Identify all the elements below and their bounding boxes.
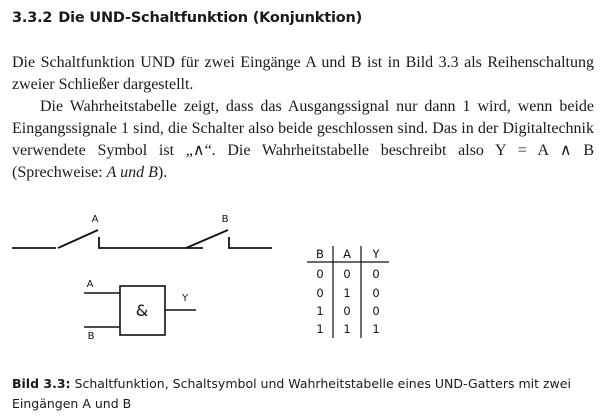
truth-table-cell: 0	[372, 286, 380, 300]
paragraph-2-italic: A und B	[106, 164, 158, 181]
paragraph-2-text: Die Wahrheitstabelle zeigt, dass das Ausgangssignal nur dann 1 wird, wenn beide Eingangssignale 1 sind, die Schalter also beide geschlossen sind. Das in der Digitaltechnik verwendete Symbol ist „∧“. Die Wahrheitstabelle beschreibt also Y = A ∧ B (Sprechweise:	[12, 98, 594, 181]
truth-table-header-b: B	[316, 247, 324, 261]
truth-table-header-y: Y	[372, 247, 380, 261]
section-heading	[12, 10, 362, 26]
gate-ampersand-symbol: &	[135, 301, 149, 320]
truth-table-cell: 1	[316, 304, 324, 318]
truth-table-cell: 1	[372, 322, 380, 336]
section-number: 3.3.2	[12, 10, 53, 26]
truth-table-cell: 1	[343, 322, 351, 336]
caption-label: Bild 3.3:	[12, 376, 71, 391]
figure-caption	[12, 374, 597, 414]
truth-table-cell: 0	[372, 304, 380, 318]
truth-table-cell: 0	[316, 267, 324, 281]
section-title: Die UND-Schaltfunktion (Konjunktion)	[58, 10, 363, 26]
gate-output-y-label: Y	[181, 293, 189, 304]
figure-3-3	[0, 205, 600, 345]
switch-circuit	[12, 230, 272, 248]
truth-table	[307, 246, 389, 338]
truth-table-cell: 0	[343, 304, 351, 318]
truth-table-cell: 0	[343, 267, 351, 281]
truth-table-header-a: A	[343, 247, 351, 261]
paragraph-2-end: ).	[157, 164, 168, 181]
truth-table-cell: 0	[372, 267, 380, 281]
gate-input-b-label: B	[87, 331, 95, 342]
truth-table-cell: 1	[316, 322, 324, 336]
gate-input-a-label: A	[86, 279, 94, 290]
truth-table-cell: 1	[343, 286, 351, 300]
truth-table-cell: 0	[316, 286, 324, 300]
caption-text: Schaltfunktion, Schaltsymbol und Wahrheitstabelle eines UND-Gatters mit zwei Eingängen A und B	[12, 376, 571, 411]
paragraph-1: Die Schaltfunktion UND für zwei Eingänge A und B ist in Bild 3.3 als Reihenschaltung zweier Schließer dargestellt.	[12, 54, 594, 93]
switch-a-label: A	[91, 214, 99, 225]
switch-b-label: B	[221, 214, 229, 225]
paragraph-2	[12, 96, 594, 184]
